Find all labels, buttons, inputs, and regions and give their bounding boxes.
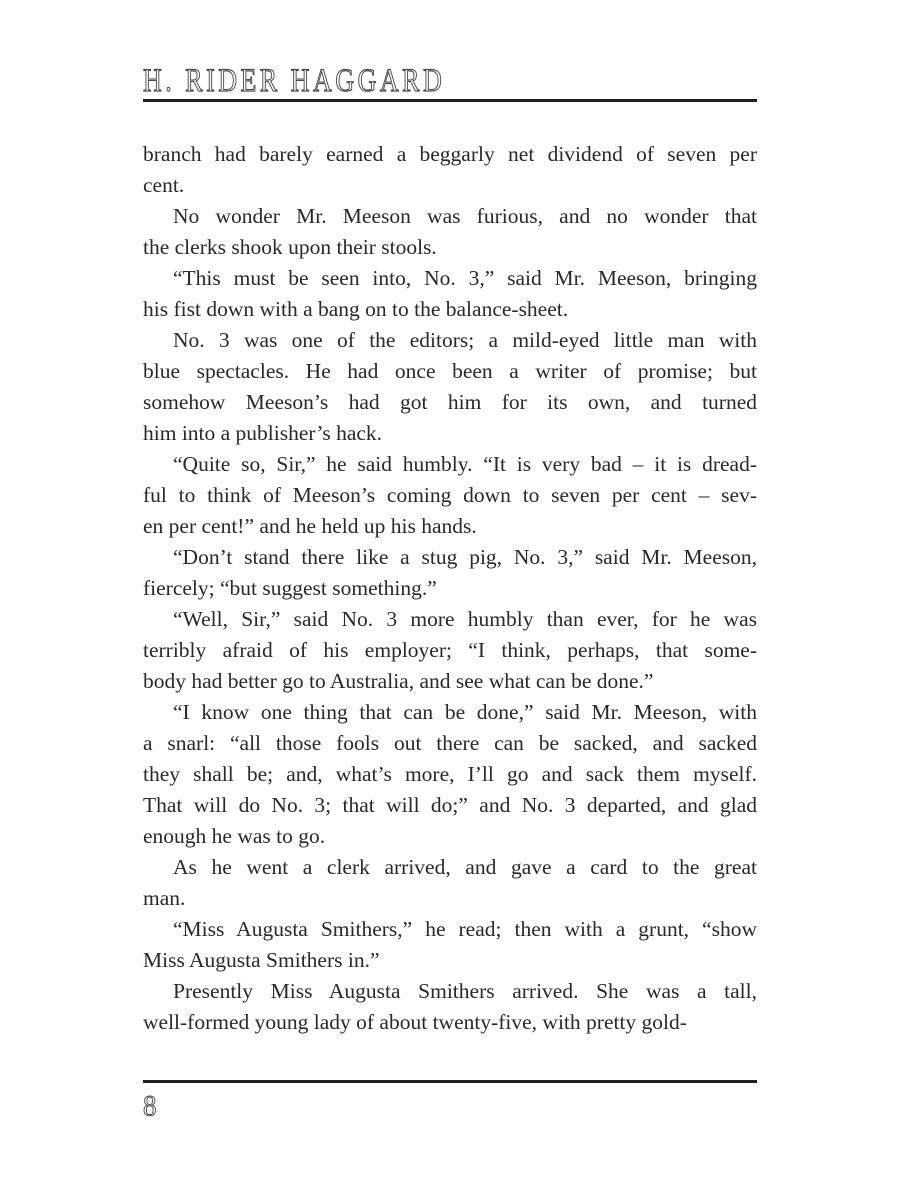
text-line: “I know one thing that can be done,” said Mr. Meeson, with bbox=[173, 700, 757, 724]
text-line: “This must be seen into, No. 3,” said Mr. Meeson, bringing bbox=[173, 266, 757, 290]
text-line: him into a publisher’s hack. bbox=[143, 421, 383, 445]
text-line: a snarl: “all those fools out there can be sacked, and sacked bbox=[143, 731, 757, 755]
text-line: No. 3 was one of the editors; a mild-eyed little man with bbox=[173, 328, 757, 352]
text-line: fiercely; “but suggest something.” bbox=[143, 576, 437, 600]
text-line: ful to think of Meeson’s coming down to seven per cent – sev- bbox=[143, 483, 757, 507]
text-line: well-formed young lady of about twenty-five, with pretty gold- bbox=[143, 1010, 687, 1034]
body-text bbox=[143, 139, 757, 1038]
text-line: Presently Miss Augusta Smithers arrived. She was a tall, bbox=[173, 979, 757, 1003]
text-line: No wonder Mr. Meeson was furious, and no wonder that bbox=[173, 204, 757, 228]
text-line: enough he was to go. bbox=[143, 824, 326, 848]
footer-rule bbox=[143, 1080, 757, 1083]
text-line: branch had barely earned a beggarly net dividend of seven per bbox=[143, 142, 757, 166]
text-line: man. bbox=[143, 886, 186, 910]
text-line: cent. bbox=[143, 173, 185, 197]
text-line: somehow Meeson’s had got him for its own, and turned bbox=[143, 390, 757, 414]
text-line: “Don’t stand there like a stug pig, No. 3,” said Mr. Meeson, bbox=[173, 545, 757, 569]
text-line: “Miss Augusta Smithers,” he read; then with a grunt, “show bbox=[173, 917, 757, 941]
text-line: “Quite so, Sir,” he said humbly. “It is very bad – it is dread- bbox=[173, 452, 757, 476]
text-line: en per cent!” and he held up his hands. bbox=[143, 514, 477, 538]
text-line: Miss Augusta Smithers in.” bbox=[143, 948, 380, 972]
text-line: the clerks shook upon their stools. bbox=[143, 235, 437, 259]
text-line: his fist down with a bang on to the balance-sheet. bbox=[143, 297, 569, 321]
header-rule bbox=[143, 99, 757, 102]
page-number: 8 bbox=[143, 1088, 157, 1122]
text-line: they shall be; and, what’s more, I’ll go and sack them myself. bbox=[143, 762, 757, 786]
text-line: “Well, Sir,” said No. 3 more humbly than ever, for he was bbox=[173, 607, 757, 631]
text-line: blue spectacles. He had once been a writer of promise; but bbox=[143, 359, 757, 383]
running-header-title: H. RIDER HAGGARD bbox=[143, 62, 446, 99]
text-line: That will do No. 3; that will do;” and No. 3 departed, and glad bbox=[143, 793, 757, 817]
text-line: terribly afraid of his employer; “I think, perhaps, that some- bbox=[143, 638, 757, 662]
text-line: body had better go to Australia, and see what can be done.” bbox=[143, 669, 654, 693]
text-line: As he went a clerk arrived, and gave a card to the great bbox=[173, 855, 757, 879]
